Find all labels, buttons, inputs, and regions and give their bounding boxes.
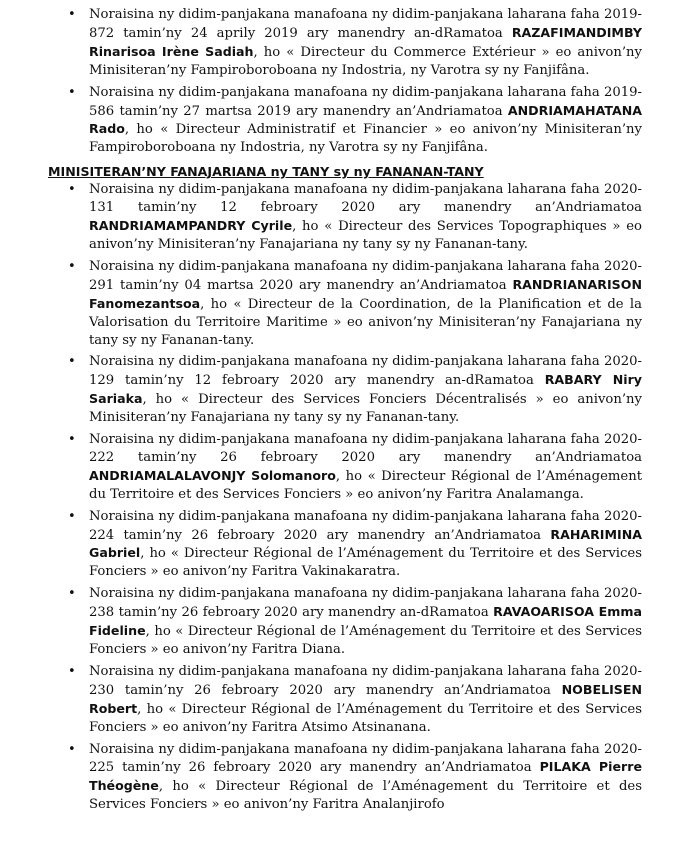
appointee-name: RANDRIANARISON Fanomezantsoa <box>89 276 642 311</box>
appointee-name: NOBELISEN Robert <box>89 681 642 716</box>
appointee-name: PILAKA Pierre Théogène <box>89 759 642 794</box>
appointee-name: RABARY Niry Sariaka <box>89 372 642 407</box>
list-item: • Noraisina ny didim-panjakana manafoana ny didim-panjakana laharana faha 2019-872 tamin’ny 24 aprily 2019 ary manendry an-dRamatoa RAZAFIMANDIMBY Rinarisoa Irène Sadiah, ho « Directeur du Commerce Extérieur » eo anivon’ny Minisiteran’ny Fampiroboroboana ny Indostria, ny Varotra sy ny Fanjifâna. <box>46 6 642 80</box>
decree-list-top <box>46 6 642 157</box>
decree-list-section <box>46 181 642 814</box>
list-item: • Noraisina ny didim-panjakana manafoana ny didim-panjakana laharana faha 2020-224 tamin’ny 26 febroary 2020 ary manendry an’Andriamatoa RAHARIMINA Gabriel, ho « Directeur Régional de l’Aménagement du Territoire et des Services Fonciers » eo anivon’ny Faritra Vakinakaratra. <box>46 508 642 582</box>
appointee-name: RANDRIAMAMPANDRY Cyrile <box>89 218 293 234</box>
list-item: • Noraisina ny didim-panjakana manafoana ny didim-panjakana laharana faha 2020-238 tamin’ny 26 febroary 2020 ary manendry an-dRamatoa RAVAOARISOA Emma Fideline, ho « Directeur Régional de l’Aménagement du Territoire et des Services Fonciers » eo anivon’ny Faritra Diana. <box>46 585 642 659</box>
appointee-name: RAVAOARISOA Emma Fideline <box>89 604 643 639</box>
section-heading: MINISITERAN’NY FANAJARIANA ny TANY sy ny FANANAN-TANY <box>48 164 484 180</box>
appointee-name: RAZAFIMANDIMBY Rinarisoa Irène Sadiah <box>89 24 642 59</box>
appointee-name: ANDRIAMAHATANA Rado <box>89 102 642 137</box>
appointee-name: RAHARIMINA Gabriel <box>89 526 642 561</box>
list-item: • Noraisina ny didim-panjakana manafoana ny didim-panjakana laharana faha 2020-291 tamin’ny 04 martsa 2020 ary manendry an’Andriamatoa RANDRIANARISON Fanomezantsoa, ho « Directeur de la Coordination, de la Planification et de la Valorisation du Territoire Maritime » eo anivon’ny Minisiteran’ny Fanajariana ny tany sy ny Fananan-tany. <box>46 258 642 350</box>
list-item: • Noraisina ny didim-panjakana manafoana ny didim-panjakana laharana faha 2020-129 tamin’ny 12 febroary 2020 ary manendry an-dRamatoa RABARY Niry Sariaka, ho « Directeur des Services Fonciers Décentralisés » eo anivon’ny Minisiteran’ny Fanajariana ny tany sy ny Fananan-tany. <box>46 353 642 427</box>
appointee-name: ANDRIAMALALAVONJY Solomanoro <box>89 467 336 483</box>
list-item: • Noraisina ny didim-panjakana manafoana ny didim-panjakana laharana faha 2020-230 tamin’ny 26 febroary 2020 ary manendry an’Andriamatoa NOBELISEN Robert, ho « Directeur Régional de l’Aménagement du Territoire et des Services Fonciers » eo anivon’ny Faritra Atsimo Atsinanana. <box>46 663 642 737</box>
list-item: • Noraisina ny didim-panjakana manafoana ny didim-panjakana laharana faha 2019-586 tamin’ny 27 martsa 2019 ary manendry an’Andriamatoa ANDRIAMAHATANA Rado, ho « Directeur Administratif et Financier » eo anivon’ny Minisiteran’ny Fampiroboroboana ny Indostria, ny Varotra sy ny Fanjifâna. <box>46 84 642 158</box>
list-item: • Noraisina ny didim-panjakana manafoana ny didim-panjakana laharana faha 2020-222 tamin’ny 26 febroary 2020 ary manendry an’Andriamatoa ANDRIAMALALAVONJY Solomanoro, ho « Directeur Régional de l’Aménagement du Territoire et des Services Fonciers » eo anivon’ny Faritra Analamanga. <box>46 431 642 504</box>
list-item: • Noraisina ny didim-panjakana manafoana ny didim-panjakana laharana faha 2020-131 tamin’ny 12 febroary 2020 ary manendry an’Andriamatoa RANDRIAMAMPANDRY Cyrile, ho « Directeur des Services Topographiques » eo anivon’ny Minisiteran’ny Fanajariana ny tany sy ny Fananan-tany. <box>46 181 642 254</box>
list-item: • Noraisina ny didim-panjakana manafoana ny didim-panjakana laharana faha 2020-225 tamin’ny 26 febroary 2020 ary manendry an’Andriamatoa PILAKA Pierre Théogène, ho « Directeur Régional de l’Aménagement du Territoire et des Services Fonciers » eo anivon’ny Faritra Analanjirofo <box>46 741 642 815</box>
